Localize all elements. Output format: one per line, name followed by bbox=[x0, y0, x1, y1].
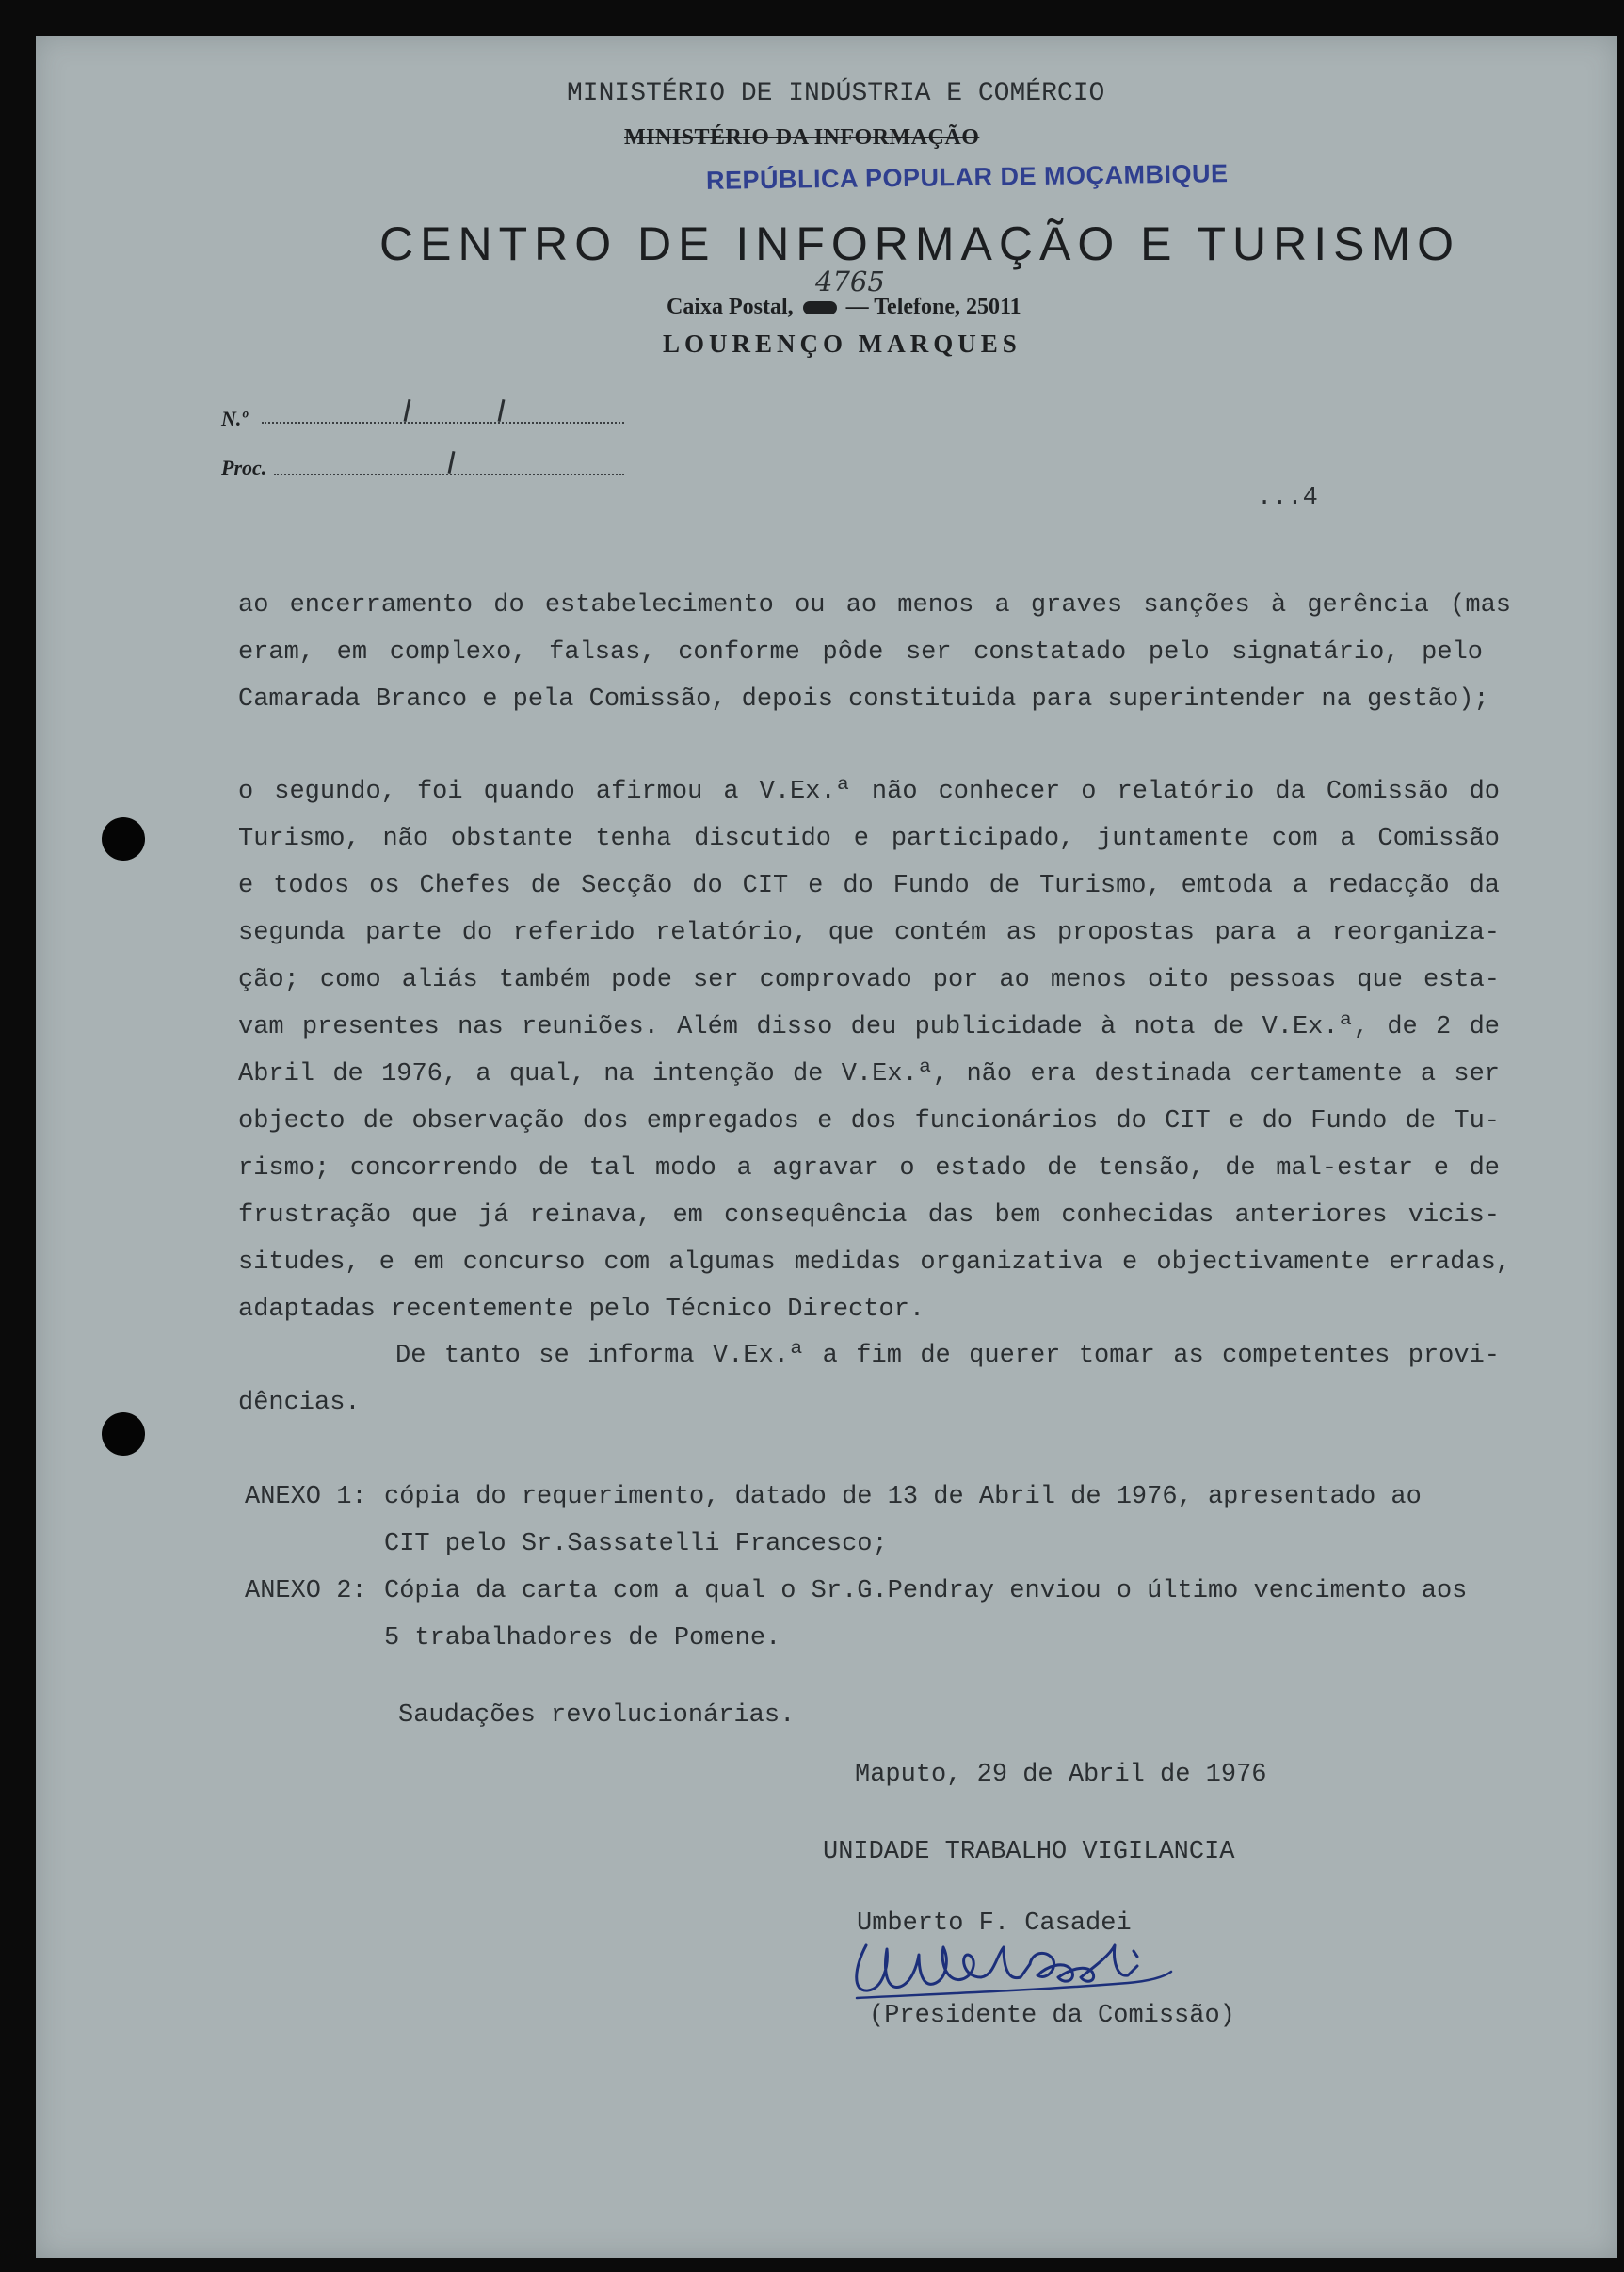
paragraph-2-line-5: ção; como aliás também pode ser comprovado por ao menos oito pessoas que esta- bbox=[238, 966, 1500, 994]
republic-stamp: REPÚBLICA POPULAR DE MOÇAMBIQUE bbox=[705, 159, 1229, 195]
paragraph-2-line-2: Turismo, não obstante tenha discutido e participado, juntamente com a Comissão bbox=[238, 825, 1500, 853]
no-field-slash-1 bbox=[404, 399, 411, 422]
proc-label: Proc. bbox=[221, 456, 267, 479]
annex-1-line-1: cópia do requerimento, datado de 13 de Abril de 1976, apresentado ao bbox=[384, 1483, 1422, 1511]
signer-role: (Presidente da Comissão) bbox=[869, 2002, 1235, 2030]
city-heading: LOURENÇO MARQUES bbox=[663, 330, 1021, 358]
paragraph-2-line-1: o segundo, foi quando afirmou a V.Ex.ª não conhecer o relatório da Comissão do bbox=[238, 778, 1500, 806]
no-field-line bbox=[262, 422, 624, 424]
postal-prefix: Caixa Postal, bbox=[667, 295, 794, 319]
punch-hole-top bbox=[102, 817, 145, 861]
annex-2-line-1: Cópia da carta com a qual o Sr.G.Pendray enviou o último vencimento aos bbox=[384, 1577, 1468, 1605]
proc-field-line bbox=[274, 474, 624, 475]
closing-greeting: Saudações revolucionárias. bbox=[398, 1701, 796, 1730]
postal-line bbox=[667, 295, 1021, 320]
no-field-slash-2 bbox=[498, 399, 506, 422]
paragraph-2-line-11: situdes, e em concurso com algumas medidas organizativa e objectivamente erradas, bbox=[238, 1249, 1511, 1277]
annex-2-label: ANEXO 2: bbox=[245, 1577, 367, 1605]
paragraph-2-line-3: e todos os Chefes de Secção do CIT e do Fundo de Turismo, emtoda a redacção da bbox=[238, 872, 1500, 900]
handwritten-signature bbox=[845, 1928, 1184, 2013]
paragraph-2-line-7: Abril de 1976, a qual, na intenção de V.Ex.ª, não era destinada certamente a ser bbox=[238, 1060, 1500, 1088]
paragraph-2-line-12: adaptadas recentemente pelo Técnico Director. bbox=[238, 1296, 925, 1324]
no-label: N.º bbox=[221, 407, 248, 430]
signer-name: Umberto F. Casadei bbox=[857, 1909, 1132, 1938]
document-page bbox=[36, 36, 1617, 2258]
centre-heading: CENTRO DE INFORMAÇÃO E TURISMO bbox=[379, 218, 1461, 270]
postal-suffix: — Telefone, 25011 bbox=[845, 295, 1021, 319]
ministry-heading: MINISTÉRIO DE INDÚSTRIA E COMÉRCIO bbox=[567, 79, 1105, 108]
handwritten-postal-number: 4765 bbox=[815, 266, 885, 298]
paragraph-1-line-2: eram, em complexo, falsas, conforme pôde ser constatado pelo signatário, pelo bbox=[238, 638, 1483, 667]
place-date: Maputo, 29 de Abril de 1976 bbox=[855, 1761, 1267, 1789]
struck-ministry-heading: MINISTÉRIO DA INFORMAÇÃO bbox=[624, 125, 980, 150]
page-marker: ...4 bbox=[1257, 484, 1318, 512]
annex-1-line-2: CIT pelo Sr.Sassatelli Francesco; bbox=[384, 1530, 888, 1558]
paragraph-3-line-1: De tanto se informa V.Ex.ª a fim de querer tomar as competentes provi- bbox=[395, 1342, 1500, 1370]
paragraph-1-line-3: Camarada Branco e pela Comissão, depois constituida para superintender na gestão); bbox=[238, 685, 1489, 714]
unit-name: UNIDADE TRABALHO VIGILANCIA bbox=[823, 1838, 1235, 1866]
paragraph-2-line-4: segunda parte do referido relatório, que contém as propostas para a reorganiza- bbox=[238, 919, 1500, 947]
redacted-postal-number bbox=[803, 301, 837, 314]
paragraph-1-line-1: ao encerramento do estabelecimento ou ao menos a graves sanções à gerência (mas bbox=[238, 591, 1511, 620]
paragraph-2-line-6: vam presentes nas reuniões. Além disso deu publicidade à nota de V.Ex.ª, de 2 de bbox=[238, 1013, 1500, 1041]
punch-hole-bottom bbox=[102, 1412, 145, 1456]
paragraph-3-line-2: dências. bbox=[238, 1389, 361, 1417]
proc-field-slash bbox=[448, 451, 456, 474]
paragraph-2-line-10: frustração que já reinava, em consequência das bem conhecidas anteriores vicis- bbox=[238, 1201, 1500, 1230]
paragraph-2-line-9: rismo; concorrendo de tal modo a agravar o estado de tensão, de mal-estar e de bbox=[238, 1154, 1500, 1183]
annex-2-line-2: 5 trabalhadores de Pomene. bbox=[384, 1624, 781, 1652]
paragraph-2-line-8: objecto de observação dos empregados e dos funcionários do CIT e do Fundo de Tu- bbox=[238, 1107, 1500, 1136]
annex-1-label: ANEXO 1: bbox=[245, 1483, 367, 1511]
